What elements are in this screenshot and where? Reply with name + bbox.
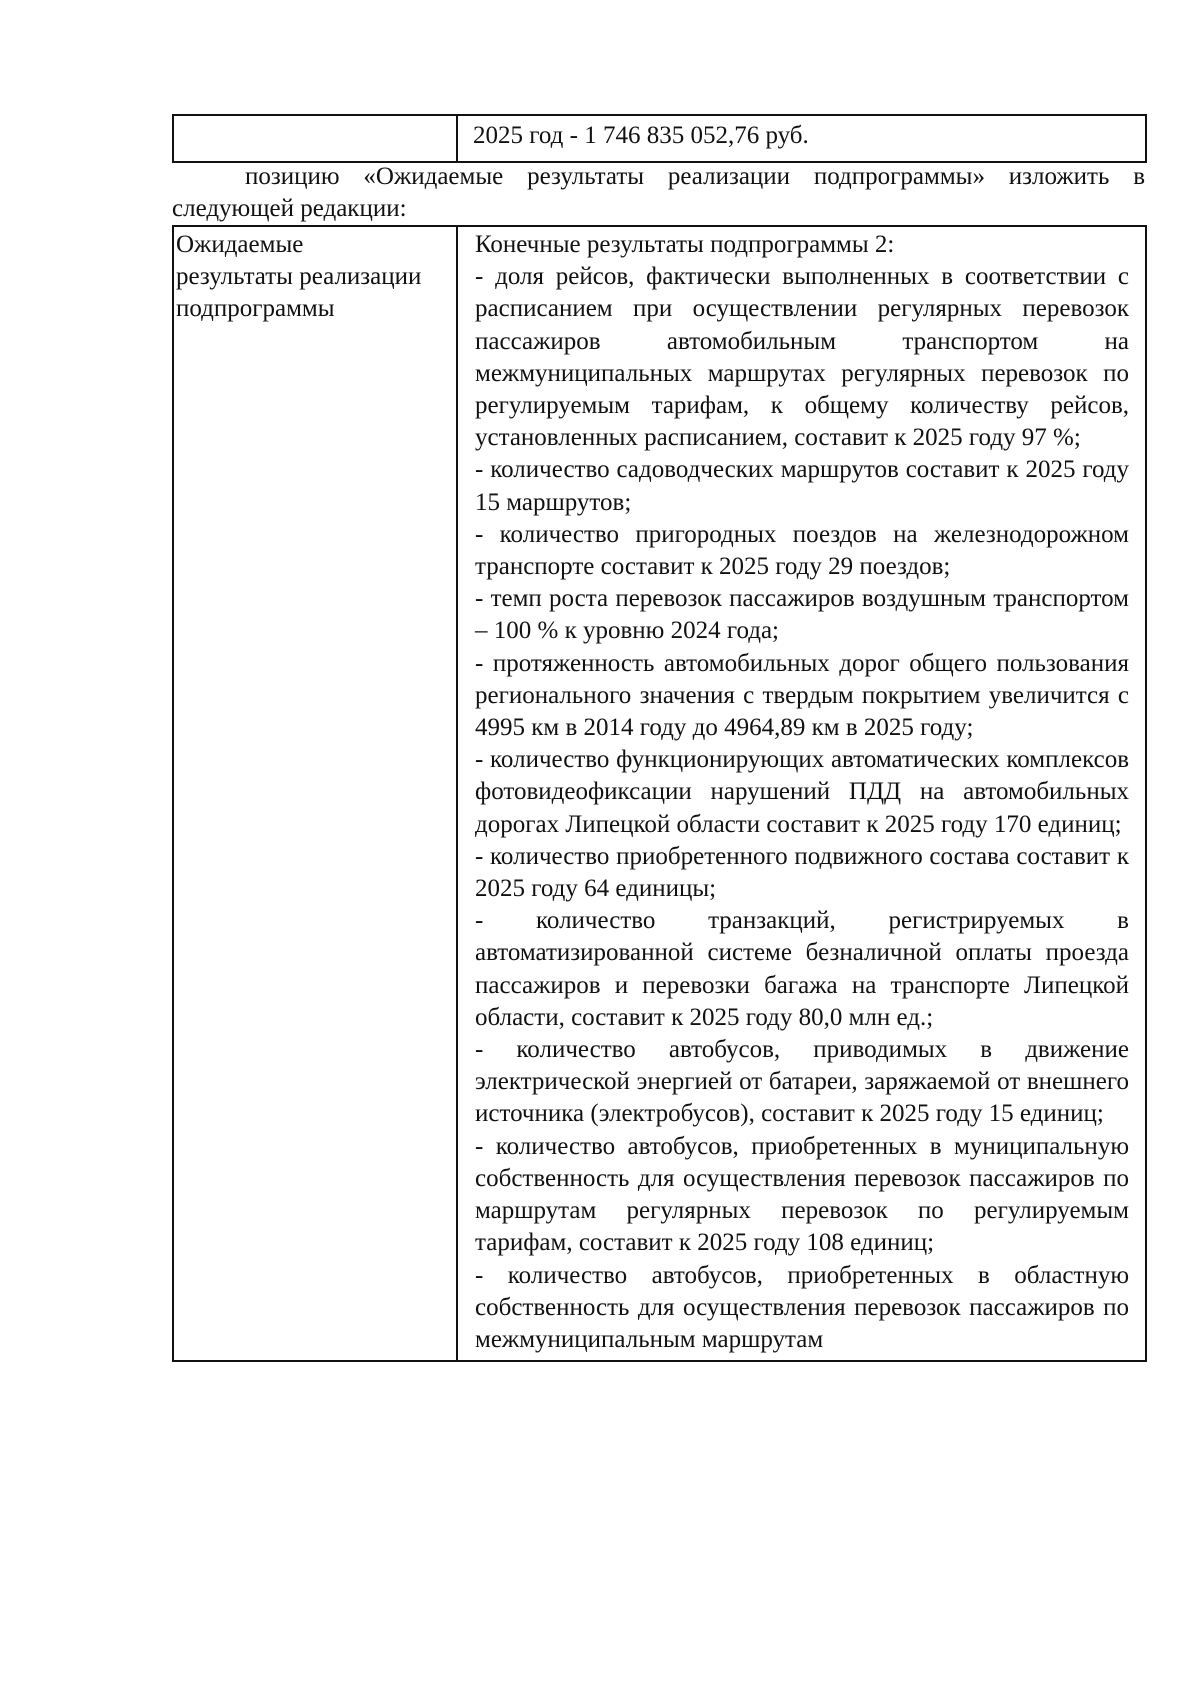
result-item-road-length: - протяженность автомобильных дорог общего пользования регионального значения с твердым покрытием увеличится с 4995 км в 2014 году до 4964,89 км в 2025 году; bbox=[475, 649, 1129, 742]
result-item-rolling-stock: - количество приобретенного подвижного состава составит к 2025 году 64 единицы; bbox=[475, 842, 1129, 903]
table-row bbox=[173, 115, 1146, 162]
result-item-regional-buses: - количество автобусов, приобретенных в областную собственность для осуществления перевозок пассажиров по межмуниципальным маршрутам bbox=[475, 1261, 1129, 1353]
results-cell bbox=[457, 226, 1146, 1361]
row-header-line-3: подпрограммы bbox=[176, 295, 335, 323]
row-header-line-1: Ожидаемые bbox=[176, 231, 304, 258]
results-heading: Конечные результаты подпрограммы 2: bbox=[475, 231, 895, 258]
expected-results-table bbox=[172, 225, 1147, 1362]
table-row bbox=[173, 226, 1146, 1361]
result-item-municipal-buses: - количество автобусов, приобретенных в муниципальную собственность для осуществления перевозок пассажиров по маршрутам регулярных перевозок по регулируемым тарифам, составит к 2025 году 108 единиц; bbox=[475, 1132, 1129, 1257]
result-item-share-of-trips: - доля рейсов, фактически выполненных в соответствии с расписанием при осуществлении регулярных перевозок пассажиров автомобильным транспортом на межмуниципальных маршрутах регулярных перевозок по регулируемым тарифам, к общему количеству рейсов, установленных расписанием, составит к 2025 году 97 %; bbox=[475, 263, 1129, 452]
result-item-traffic-cameras: - количество функционирующих автоматических комплексов фотовидеофиксации нарушений ПДД на автомобильных дорогах Липецкой области составит к 2025 году 170 единиц; bbox=[475, 746, 1129, 838]
table-cell-empty bbox=[173, 115, 457, 162]
result-item-suburban-trains: - количество пригородных поездов на железнодорожном транспорте составит к 2025 году 29 поездов; bbox=[475, 520, 1129, 581]
row-header-cell bbox=[173, 226, 457, 1361]
result-item-electric-buses: - количество автобусов, приводимых в движение электрической энергией от батареи, заряжаемой от внешнего источника (электробусов), составит к 2025 году 15 единиц; bbox=[475, 1036, 1129, 1128]
funding-2025-cell: 2025 год - 1 746 835 052,76 руб. bbox=[457, 115, 1146, 162]
result-item-cashless-transactions: - количество транзакций, регистрируемых в автоматизированной системе безналичной оплаты проезда пассажиров и перевозки багажа на транспорте Липецкой области, составит к 2025 году 80,0 млн ед.; bbox=[475, 907, 1129, 1031]
result-item-air-transport-growth: - темп роста перевозок пассажиров воздушным транспортом – 100 % к уровню 2024 года; bbox=[475, 585, 1129, 645]
budget-table-fragment bbox=[172, 114, 1147, 163]
row-header-line-2: результаты реализации bbox=[176, 263, 422, 291]
amendment-instruction-paragraph: позицию «Ожидаемые результаты реализации подпрограммы» изложить в следующей редакции: bbox=[172, 163, 1145, 222]
result-item-garden-routes: - количество садоводческих маршрутов составит к 2025 году 15 маршрутов; bbox=[475, 456, 1129, 516]
